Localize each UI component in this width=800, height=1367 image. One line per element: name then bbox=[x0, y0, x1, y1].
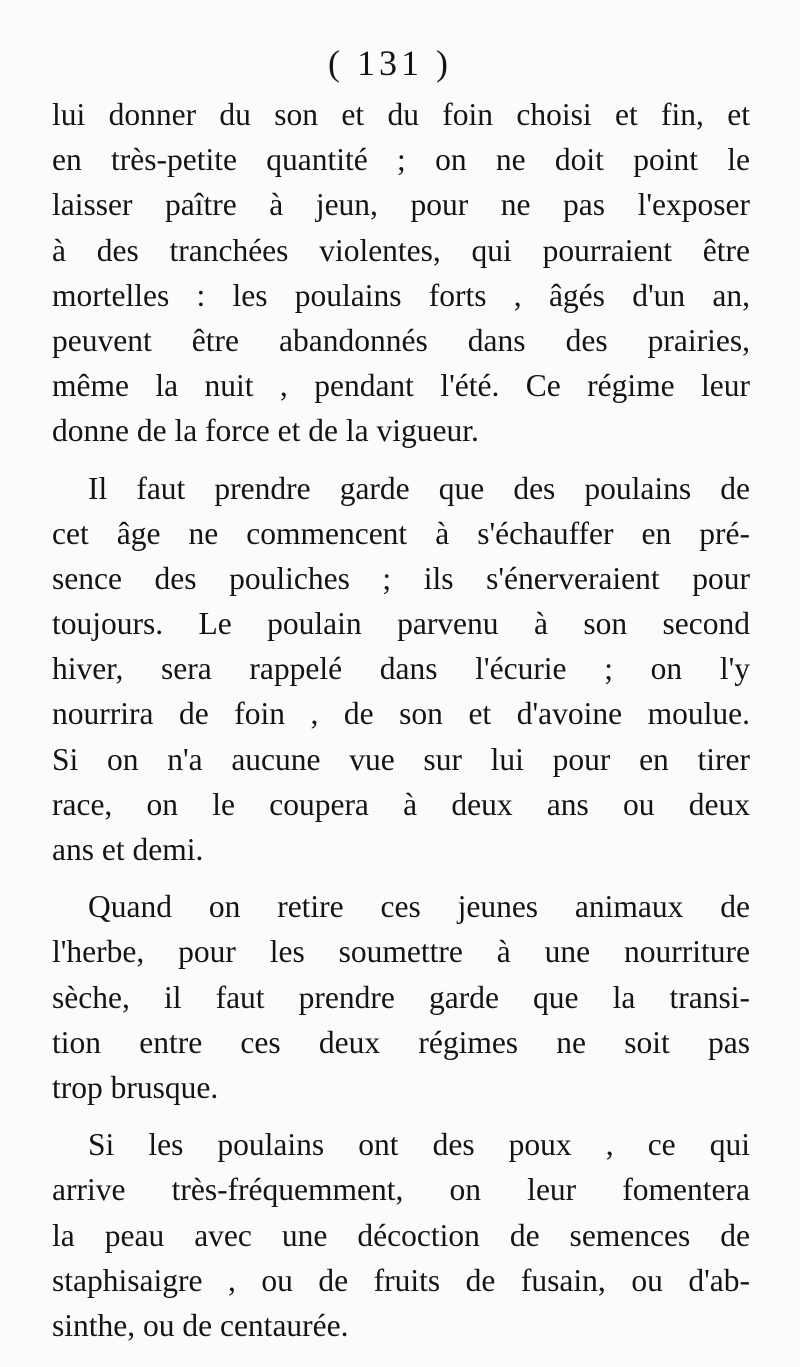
text-line: trop brusque. bbox=[52, 1069, 219, 1105]
text-line: même la nuit , pendant l'été. Ce régime leur bbox=[52, 368, 750, 404]
text-line: Si les poulains ont des poux , ce qui bbox=[88, 1127, 750, 1163]
text-line: cet âge ne commencent à s'échauffer en pré- bbox=[52, 515, 750, 551]
text-line: Il faut prendre garde que des poulains de bbox=[88, 470, 750, 506]
paragraph-2 bbox=[52, 466, 750, 873]
text-line: nourrira de foin , de son et d'avoine moulue. bbox=[52, 696, 750, 732]
paragraph-1 bbox=[52, 92, 750, 454]
text-line: donne de la force et de la vigueur. bbox=[52, 413, 479, 449]
text-line: staphisaigre , ou de fruits de fusain, ou d'ab- bbox=[52, 1262, 750, 1298]
page-body bbox=[52, 92, 750, 1360]
text-line: en très-petite quantité ; on ne doit point le bbox=[52, 142, 750, 178]
text-line: mortelles : les poulains forts , âgés d'un an, bbox=[52, 277, 750, 313]
text-line: hiver, sera rappelé dans l'écurie ; on l'y bbox=[52, 651, 750, 687]
text-line: arrive très-fréquemment, on leur fomentera bbox=[52, 1172, 750, 1208]
text-line: laisser paître à jeun, pour ne pas l'exposer bbox=[52, 187, 750, 223]
text-line: sinthe, ou de centaurée. bbox=[52, 1307, 349, 1343]
text-line: l'herbe, pour les soumettre à une nourriture bbox=[52, 934, 750, 970]
text-line: toujours. Le poulain parvenu à son second bbox=[52, 606, 750, 642]
text-line: Quand on retire ces jeunes animaux de bbox=[88, 889, 750, 925]
text-line: la peau avec une décoction de semences de bbox=[52, 1217, 750, 1253]
page-number: ( 131 ) bbox=[328, 43, 452, 83]
text-line: ans et demi. bbox=[52, 832, 204, 867]
text-line: race, on le coupera à deux ans ou deux bbox=[52, 786, 750, 822]
text-line: peuvent être abandonnés dans des prairies, bbox=[52, 322, 750, 358]
text-line: sèche, il faut prendre garde que la transi- bbox=[52, 979, 750, 1015]
text-line: sence des pouliches ; ils s'énerveraient pour bbox=[52, 560, 750, 596]
text-line: à des tranchées violentes, qui pourraient être bbox=[52, 232, 750, 268]
paragraph-3 bbox=[52, 884, 750, 1110]
text-line: Si on n'a aucune vue sur lui pour en tirer bbox=[52, 741, 750, 777]
text-line: lui donner du son et du foin choisi et fin, et bbox=[52, 97, 750, 132]
text-line: tion entre ces deux régimes ne soit pas bbox=[52, 1024, 750, 1060]
paragraph-4 bbox=[52, 1122, 750, 1348]
